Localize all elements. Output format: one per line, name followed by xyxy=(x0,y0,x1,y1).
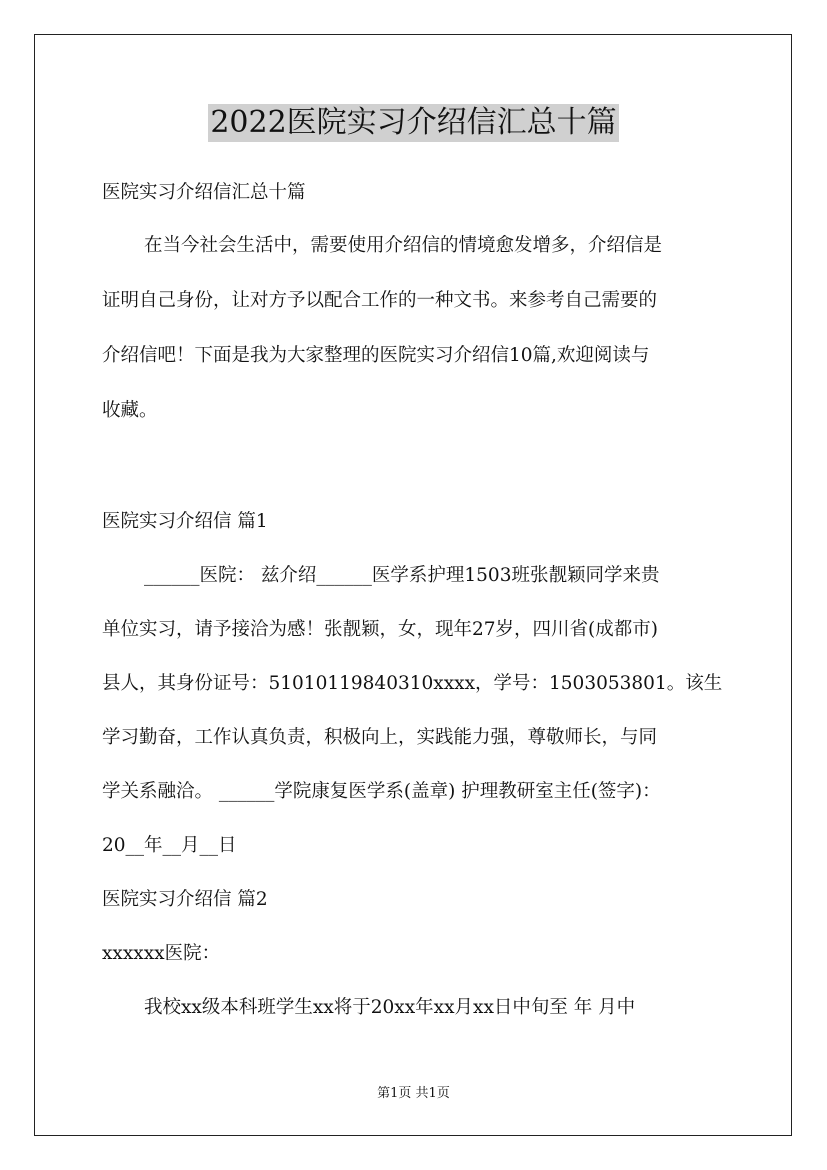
section2-line: 我校xx级本科班学生xx将于20xx年xx月xx日中旬至 年 月中 xyxy=(144,997,636,1018)
subtitle: 医院实习介绍信汇总十篇 xyxy=(102,182,306,203)
section1-date-line: 20__年__月__日 xyxy=(102,835,237,856)
document-title: 2022医院实习介绍信汇总十篇 xyxy=(210,105,617,140)
intro-line: 收藏。 xyxy=(102,400,158,421)
section2-heading: 医院实习介绍信 篇2 xyxy=(102,889,268,910)
section1-line: 学习勤奋，工作认真负责，积极向上，实践能力强，尊敬师长，与同 xyxy=(102,727,658,748)
section1-line: 学关系融洽。 ______学院康复医学系(盖章) 护理教研室主任(签字)： xyxy=(102,781,661,802)
section1-line: 县人，其身份证号：51010119840310xxxx，学号：1503053801。该生 xyxy=(102,673,723,694)
section1-line: ______医院： 兹介绍______医学系护理1503班张靓颖同学来贵 xyxy=(144,565,660,586)
section2-salutation: xxxxxx医院： xyxy=(102,943,221,964)
document-body xyxy=(102,174,732,1027)
title-container xyxy=(0,104,827,142)
intro-line: 证明自己身份，让对方予以配合工作的一种文书。来参考自己需要的 xyxy=(102,290,658,311)
section1-line: 单位实习，请予接洽为感！张靓颖，女，现年27岁，四川省(成都市) xyxy=(102,619,658,640)
page-footer: 第1页 共1页 xyxy=(377,1086,450,1101)
intro-line: 在当今社会生活中，需要使用介绍信的情境愈发增多，介绍信是 xyxy=(144,235,663,256)
section1-heading: 医院实习介绍信 篇1 xyxy=(102,511,268,532)
intro-line: 介绍信吧！下面是我为大家整理的医院实习介绍信10篇,欢迎阅读与 xyxy=(102,345,650,366)
